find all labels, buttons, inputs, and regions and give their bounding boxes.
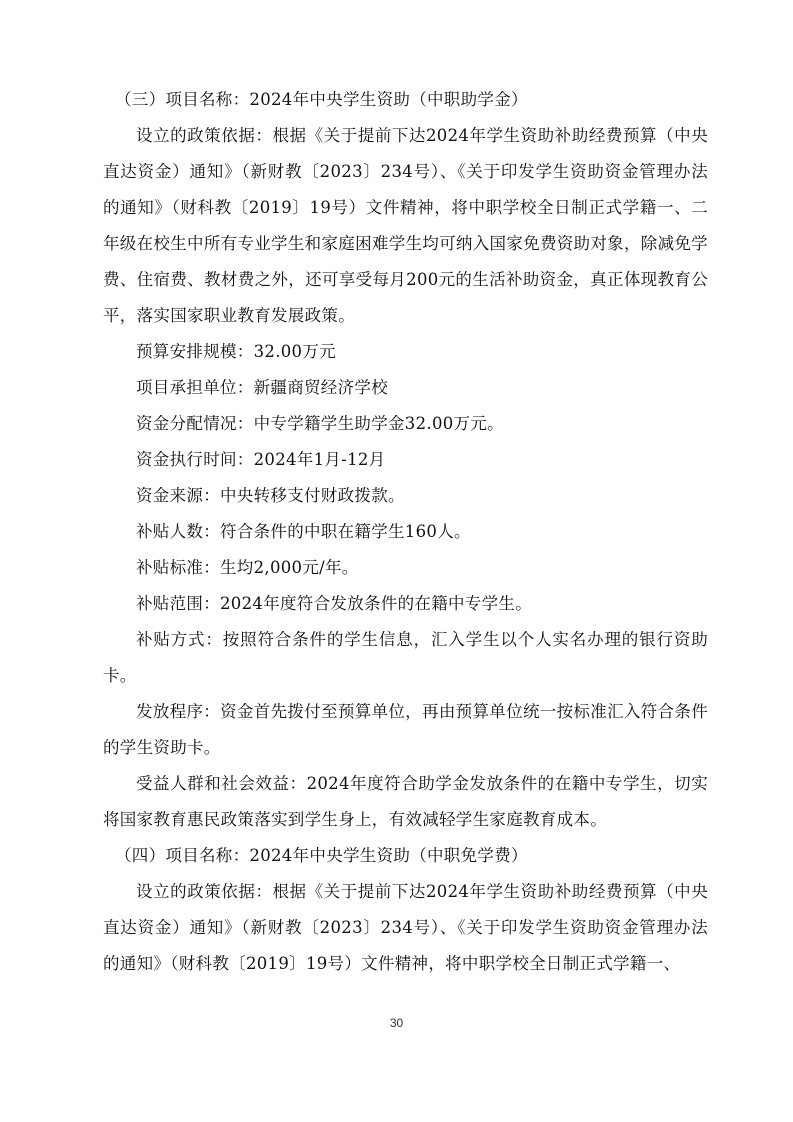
policy-basis-3: 设立的政策依据：根据《关于提前下达2024年学生资助补助经费预算（中央直达资金）通知》（新财教〔2023〕234号）、《关于印发学生资助资金管理办法的通知》（财科教〔2019〕19号）文件精神，将中职学校全日制正式学籍一、二年级在校生中所有专业学生和家庭困难学生均可纳入国家免费资助对象，除减免学费、住宿费、教材费之外，还可享受每月200元的生活补助资金，真正体现教育公平，落实国家职业教育发展政策。 xyxy=(103,126,708,325)
page-number: 30 xyxy=(389,1016,404,1030)
fund-allocation: 资金分配情况：中专学籍学生助学金32.00万元。 xyxy=(136,414,504,433)
execution-time: 资金执行时间：2024年1月-12月 xyxy=(136,450,386,469)
document-body xyxy=(103,82,708,982)
policy-basis-4: 设立的政策依据：根据《关于提前下达2024年学生资助补助经费预算（中央直达资金）通知》（新财教〔2023〕234号）、《关于印发学生资助资金管理办法的通知》（财科教〔2019〕19号）文件精神，将中职学校全日制正式学籍一、 xyxy=(103,882,708,973)
subsidy-scope: 补贴范围：2024年度符合发放条件的在籍中专学生。 xyxy=(136,594,532,613)
budget-scale: 预算安排规模：32.00万元 xyxy=(136,342,336,361)
distribution-procedure: 发放程序：资金首先拨付至预算单位，再由预算单位统一按标准汇入符合条件的学生资助卡。 xyxy=(103,702,708,757)
beneficiaries-benefits: 受益人群和社会效益：2024年度符合助学金发放条件的在籍中专学生，切实将国家教育惠民政策落实到学生身上，有效减轻学生家庭教育成本。 xyxy=(103,774,708,829)
subsidy-standard: 补贴标准：生均2,000元/年。 xyxy=(136,558,359,577)
section-heading-3: （三）项目名称：2024年中央学生资助（中职助学金） xyxy=(115,90,528,109)
responsible-unit: 项目承担单位：新疆商贸经济学校 xyxy=(136,378,388,397)
section-heading-4: （四）项目名称：2024年中央学生资助（中职免学费） xyxy=(115,846,528,865)
subsidy-method: 补贴方式：按照符合条件的学生信息，汇入学生以个人实名办理的银行资助卡。 xyxy=(103,630,708,685)
subsidy-count: 补贴人数：符合条件的中职在籍学生160人。 xyxy=(136,522,471,541)
fund-source: 资金来源：中央转移支付财政拨款。 xyxy=(136,486,405,505)
